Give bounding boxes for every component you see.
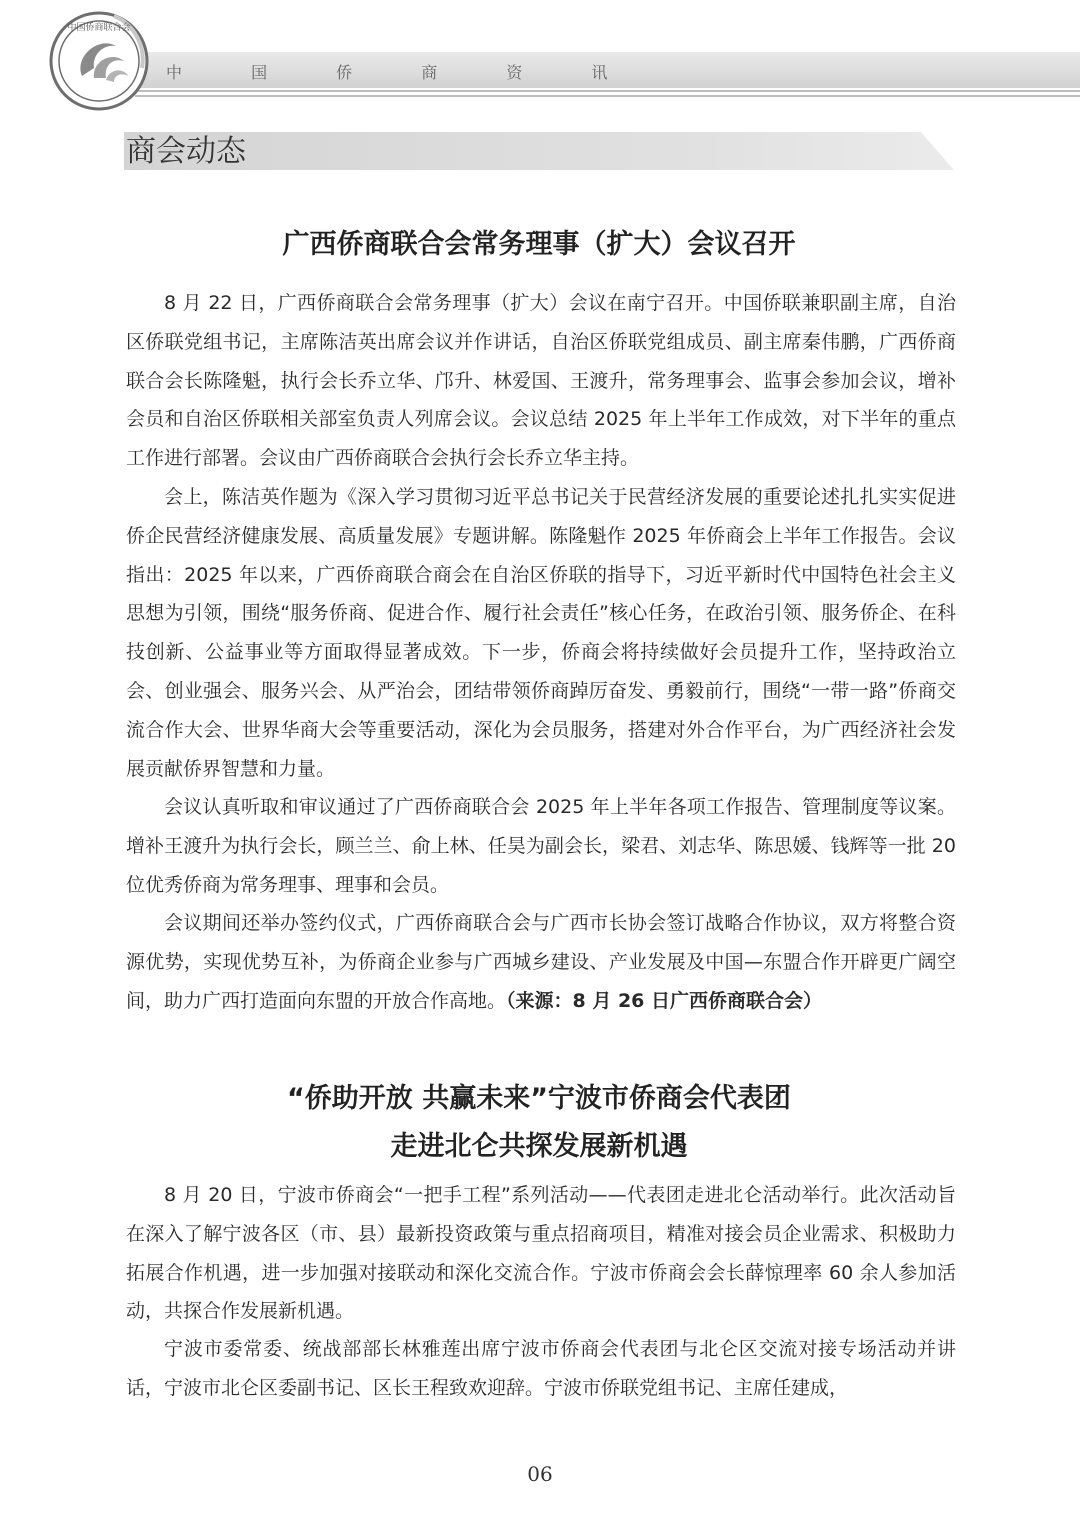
publication-title: 中 国 侨 商 资 讯 — [166, 63, 640, 82]
article1-paragraph-4-text: 会议期间还举办签约仪式，广西侨商联合会与广西市长协会签订战略合作协议，双方将整合资源优势，实现优势互补，为侨商企业参与广西城乡建设、产业发展及中国—东盟合作开辟更广阔空间，助力广西打造面向东盟的开放合作高地。 — [126, 912, 956, 1012]
header-rule-lines — [135, 90, 1080, 104]
article2-paragraph-2: 宁波市委常委、统战部部长林雅莲出席宁波市侨商会代表团与北仑区交流对接专场活动并讲话，宁波市北仑区委副书记、区长王程致欢迎辞。宁波市侨联党组书记、主席任建成， — [126, 1338, 956, 1399]
article1-paragraph-4 — [126, 904, 956, 1020]
page-number: 06 — [527, 1462, 553, 1486]
article2-paragraph-1: 8 月 20 日，宁波市侨商会“一把手工程”系列活动——代表团走进北仑活动举行。此次活动旨在深入了解宁波各区（市、县）最新投资政策与重点招商项目，精准对接会员企业需求、积极助力拓展合作机遇，进一步加强对接联动和深化交流合作。宁波市侨商会会长薛惊理率 60 余人参加活动，共探合作发展新机遇。 — [126, 1184, 956, 1323]
article1-paragraph-1: 8 月 22 日，广西侨商联合会常务理事（扩大）会议在南宁召开。中国侨联兼职副主席，自治区侨联党组书记，主席陈洁英出席会议并作讲话，自治区侨联党组成员、副主席秦伟鹏，广西侨商联合会长陈隆魁，执行会长乔立华、邝升、林爱国、王渡升，常务理事会、监事会参加会议，增补会员和自治区侨联相关部室负责人列席会议。会议总结 2025 年上半年工作成效，对下半年的重点工作进行部署。会议由广西侨商联合会执行会长乔立华主持。 — [126, 292, 956, 470]
federation-logo-icon — [44, 6, 154, 116]
article1-source: （来源：8 月 26 日广西侨商联合会） — [506, 989, 823, 1012]
article2-title-line1: “侨助开放 共赢未来”宁波市侨商会代表团 — [287, 1083, 791, 1114]
article1-title: 广西侨商联合会常务理事（扩大）会议召开 — [282, 229, 796, 260]
article2-title-line2: 走进北仑共探发展新机遇 — [390, 1131, 688, 1162]
section-bar — [124, 132, 954, 170]
svg-text:中国侨商联合会: 中国侨商联合会 — [67, 23, 131, 33]
section-title: 商会动态 — [126, 134, 246, 169]
article1-paragraph-2: 会上，陈洁英作题为《深入学习贯彻习近平总书记关于民营经济发展的重要论述扎扎实实促进侨企民营经济健康发展、高质量发展》专题讲解。陈隆魁作 2025 年侨商会上半年工作报告。会议指出：2025 年以来，广西侨商联合商会在自治区侨联的指导下，习近平新时代中国特色社会主义思想为引领，围绕“服务侨商、促进合作、履行社会责任”核心任务，在政治引领、服务侨企、在科技创新、公益事业等方面取得显著成效。下一步，侨商会将持续做好会员提升工作，坚持政治立会、创业强会、服务兴会、从严治会，团结带领侨商踔厉奋发、勇毅前行，围绕“一带一路”侨商交流合作大会、世界华商大会等重要活动，深化为会员服务，搭建对外合作平台，为广西经济社会发展贡献侨界智慧和力量。 — [126, 486, 956, 780]
article1-paragraph-3: 会议认真听取和审议通过了广西侨商联合会 2025 年上半年各项工作报告、管理制度等议案。增补王渡升为执行会长，顾兰兰、俞上林、任昊为副会长，梁君、刘志华、陈思媛、钱辉等一批 20 位优秀侨商为常务理事、理事和会员。 — [126, 796, 956, 896]
